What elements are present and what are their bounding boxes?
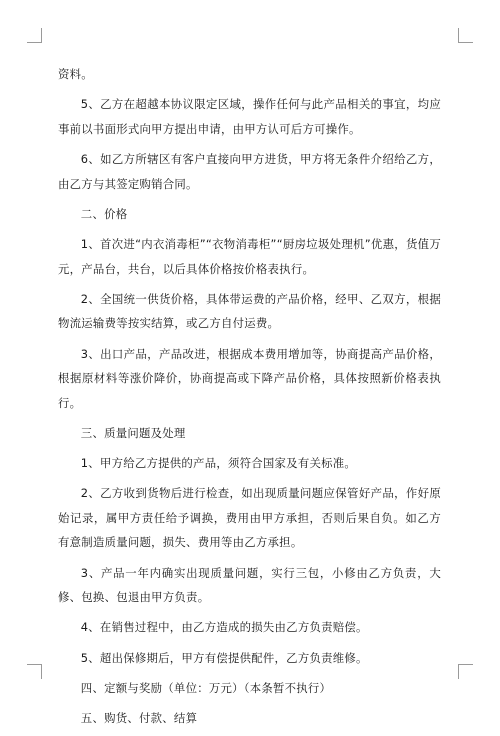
crop-mark-bottom-right bbox=[458, 664, 473, 679]
section-heading: 四、定额与奖励（单位：万元）（本条暂不执行） bbox=[80, 680, 332, 695]
paragraph: 4、在销售过程中，由乙方造成的损失由乙方负责赔偿。 bbox=[80, 620, 368, 635]
paragraph: 1、首次进“内衣消毒柜”“衣物消毒柜”“厨房垃圾处理机”优惠，货值万元，产品台，共台，以后具体价格按价格表执行。 bbox=[58, 236, 441, 276]
paragraph: 1、甲方给乙方提供的产品，须符合国家及有关标准。 bbox=[80, 456, 357, 471]
paragraph: 2、乙方收到货物后进行检查，如出现质量问题应保管好产品，作好原始记录，属甲方责任给予调换，费用由甲方承担，否则后果自负。如乙方有意制造质量问题，损失、费用等由乙方承担。 bbox=[58, 486, 441, 550]
paragraph: 3、产品一年内确实出现质量问题，实行三包，小修由乙方负责，大修、包换、包退由甲方负责。 bbox=[58, 565, 441, 605]
document-body bbox=[58, 62, 441, 736]
section-heading: 五、购货、付款、结算 bbox=[80, 710, 198, 725]
crop-mark-top-right bbox=[458, 28, 473, 43]
paragraph: 3、出口产品，产品改进，根据成本费用增加等，协商提高产品价格，根据原材料等涨价降价，协商提高或下降产品价格，具体按照新价格表执行。 bbox=[58, 346, 441, 410]
paragraph: 资料。 bbox=[58, 67, 93, 81]
paragraph: 2、全国统一供货价格，具体带运费的产品价格，经甲、乙双方，根据物流运输费等按实结算，或乙方自付运费。 bbox=[58, 291, 441, 331]
section-heading: 二、价格 bbox=[80, 206, 128, 221]
crop-mark-bottom-left bbox=[27, 664, 42, 679]
paragraph: 5、超出保修期后，甲方有偿提供配件，乙方负责维修。 bbox=[80, 650, 368, 665]
section-heading: 三、质量问题及处理 bbox=[80, 425, 186, 440]
crop-mark-top-left bbox=[27, 28, 42, 43]
paragraph: 5、乙方在超越本协议限定区域，操作任何与此产品相关的事宜，均应事前以书面形式向甲方提出申请，由甲方认可后方可操作。 bbox=[58, 97, 441, 136]
paragraph: 6、如乙方所辖区有客户直接向甲方进货，甲方将无条件介绍给乙方，由乙方与其签定购销合同。 bbox=[58, 151, 441, 191]
